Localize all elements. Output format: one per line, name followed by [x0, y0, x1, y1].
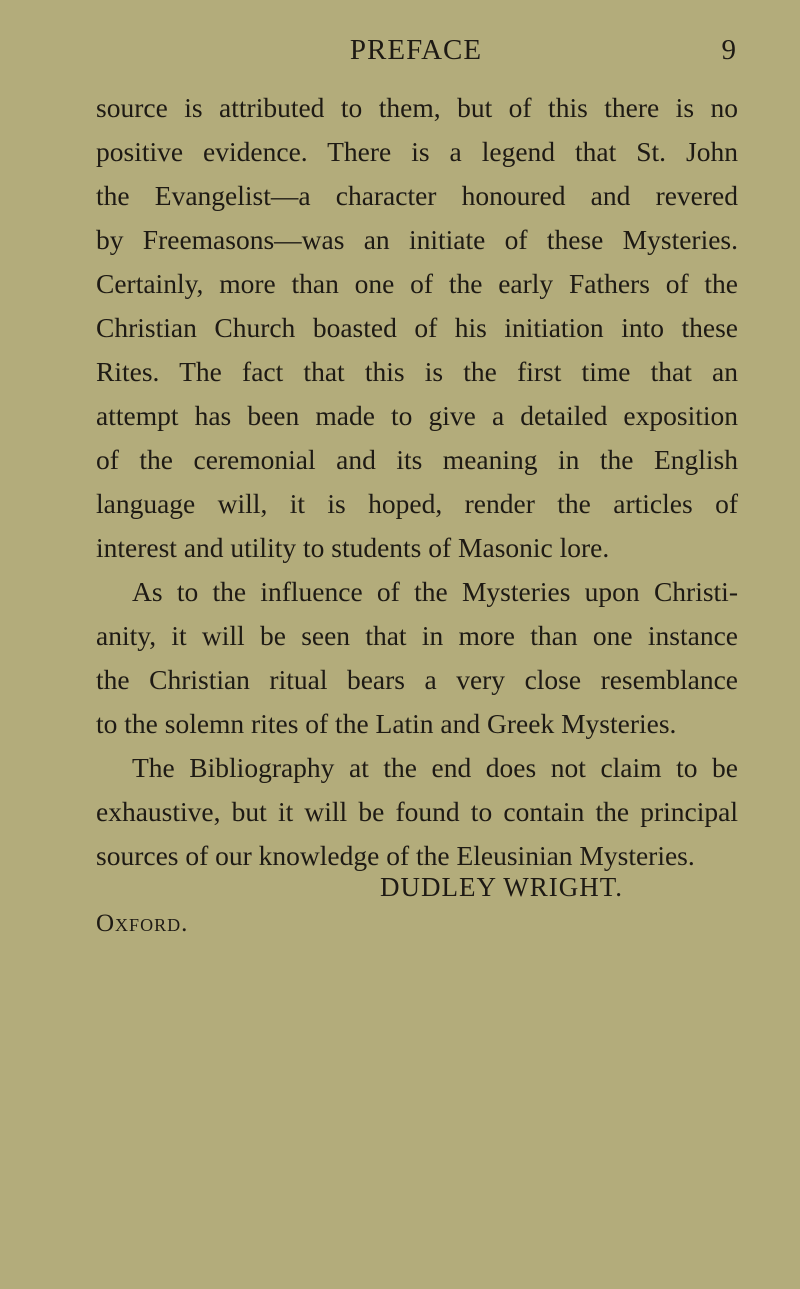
running-title: PREFACE [349, 34, 483, 66]
text-line: anity, it will be seen that in more than one instance [96, 620, 738, 651]
place-name: Oxford. [96, 910, 189, 937]
page-number: 9 [721, 34, 736, 66]
text-line: attempt has been made to give a detailed exposition [96, 400, 738, 431]
text-line: the Evangelist—a character honoured and revered [96, 180, 738, 211]
text-line: As to the influence of the Mysteries upon Christi- [132, 576, 738, 607]
text-line: positive evidence. There is a legend that St. John [96, 136, 738, 167]
text-line: by Freemasons—was an initiate of these Mysteries. [96, 224, 738, 255]
text-line: The Bibliography at the end does not claim to be [132, 752, 738, 783]
author-signature: DUDLEY WRIGHT. [380, 872, 623, 902]
text-line: of the ceremonial and its meaning in the English [96, 444, 738, 475]
text-line: Certainly, more than one of the early Fathers of the [96, 268, 738, 299]
text-line: sources of our knowledge of the Eleusinian Mysteries. [96, 840, 695, 871]
text-line: language will, it is hoped, render the articles of [96, 488, 738, 519]
text-line: interest and utility to students of Masonic lore. [96, 532, 610, 563]
running-head [96, 34, 736, 74]
text-line: source is attributed to them, but of this there is no [96, 92, 738, 123]
text-line: Rites. The fact that this is the first time that an [96, 356, 738, 387]
text-line: the Christian ritual bears a very close resemblance [96, 664, 738, 695]
text-line: exhaustive, but it will be found to contain the principal [96, 796, 738, 827]
text-line: to the solemn rites of the Latin and Greek Mysteries. [96, 708, 677, 739]
text-line: Christian Church boasted of his initiation into these [96, 312, 738, 343]
